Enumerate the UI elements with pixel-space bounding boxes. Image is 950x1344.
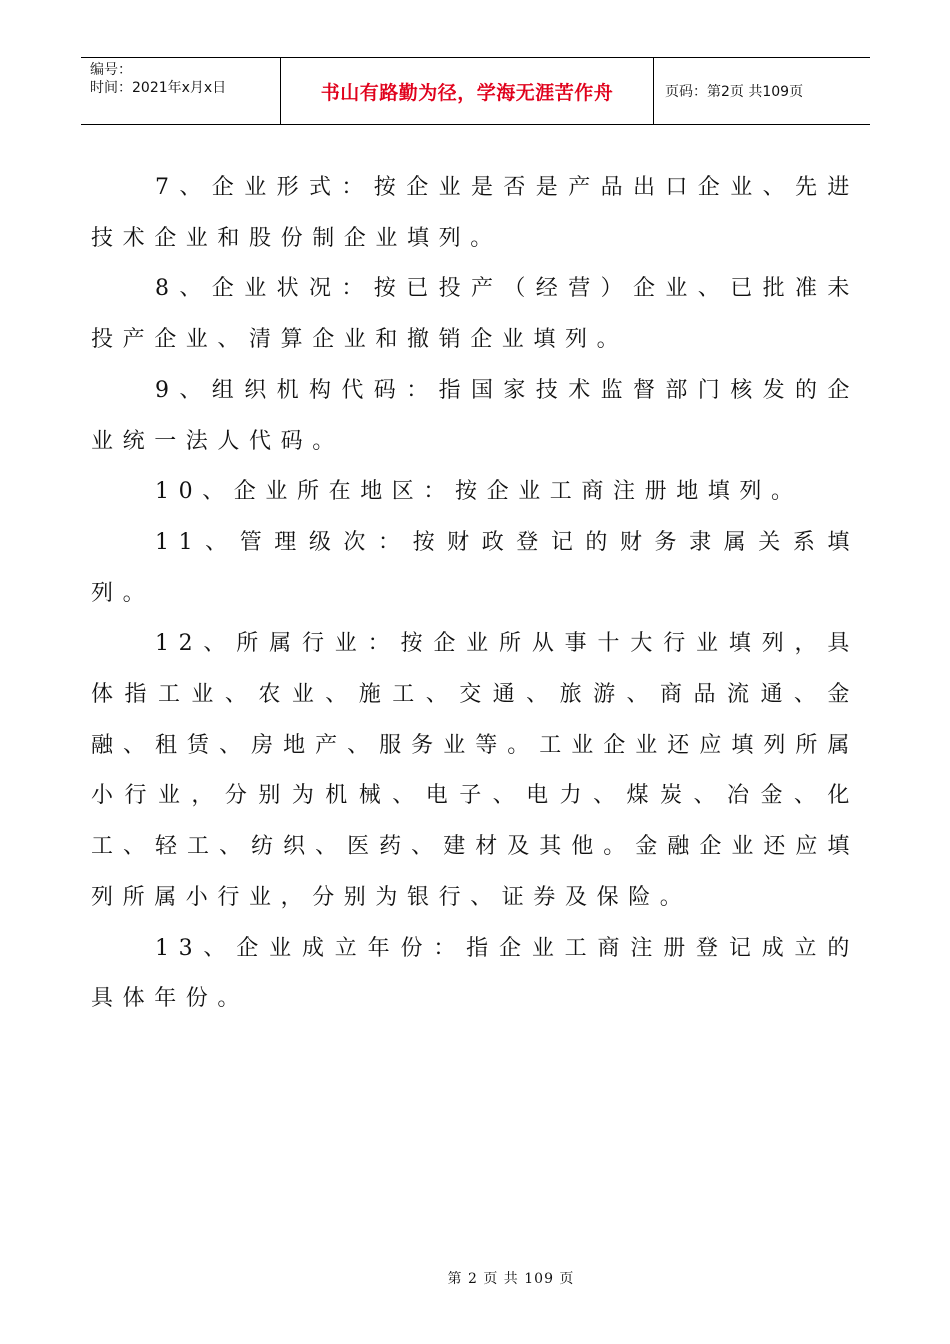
header-table — [81, 57, 870, 125]
paragraph-8: 8、企业状况：按已投产（经营）企业、已批准未投产企业、清算企业和撤销企业填列。 — [91, 276, 859, 353]
paragraph-9: 9、组织机构代码：指国家技术监督部门核发的企业统一法人代码。 — [91, 377, 859, 454]
paragraph-10: 10、企业所在地区：按企业工商注册地填列。 — [155, 479, 803, 505]
motto-text: 书山有路勤为径，学海无涯苦作舟 — [320, 81, 614, 104]
serial-number-label: 编号： — [90, 62, 132, 78]
header-meta-cell — [81, 58, 281, 124]
header-page-info: 页码：第2页 共109页 — [665, 84, 804, 100]
paragraph-13: 13、企业成立年份：指企业工商注册登记成立的具体年份。 — [91, 935, 859, 1012]
paragraph-11: 11、管理级次：按财政登记的财务隶属关系填列。 — [91, 529, 859, 606]
header-page-cell — [654, 58, 870, 124]
page-footer — [0, 1268, 950, 1288]
paragraph-12: 12、所属行业：按企业所从事十大行业填列，具体指工业、农业、施工、交通、旅游、商品流通、金融、租赁、房地产、服务业等。工业企业还应填列所属小行业，分别为机械、电子、电力、煤炭、冶金、化工、轻工、纺织、医药、建材及其他。金融企业还应填列所属小行业，分别为银行、证券及保险。 — [91, 631, 859, 910]
header-motto-cell — [281, 58, 654, 124]
document-body — [91, 163, 859, 1025]
paragraph-7: 7、企业形式：按企业是否是产品出口企业、先进技术企业和股份制企业填列。 — [91, 175, 859, 251]
footer-page-number: 第 2 页 共 109 页 — [447, 1271, 575, 1287]
time-label: 时间：2021年x月x日 — [90, 80, 227, 96]
